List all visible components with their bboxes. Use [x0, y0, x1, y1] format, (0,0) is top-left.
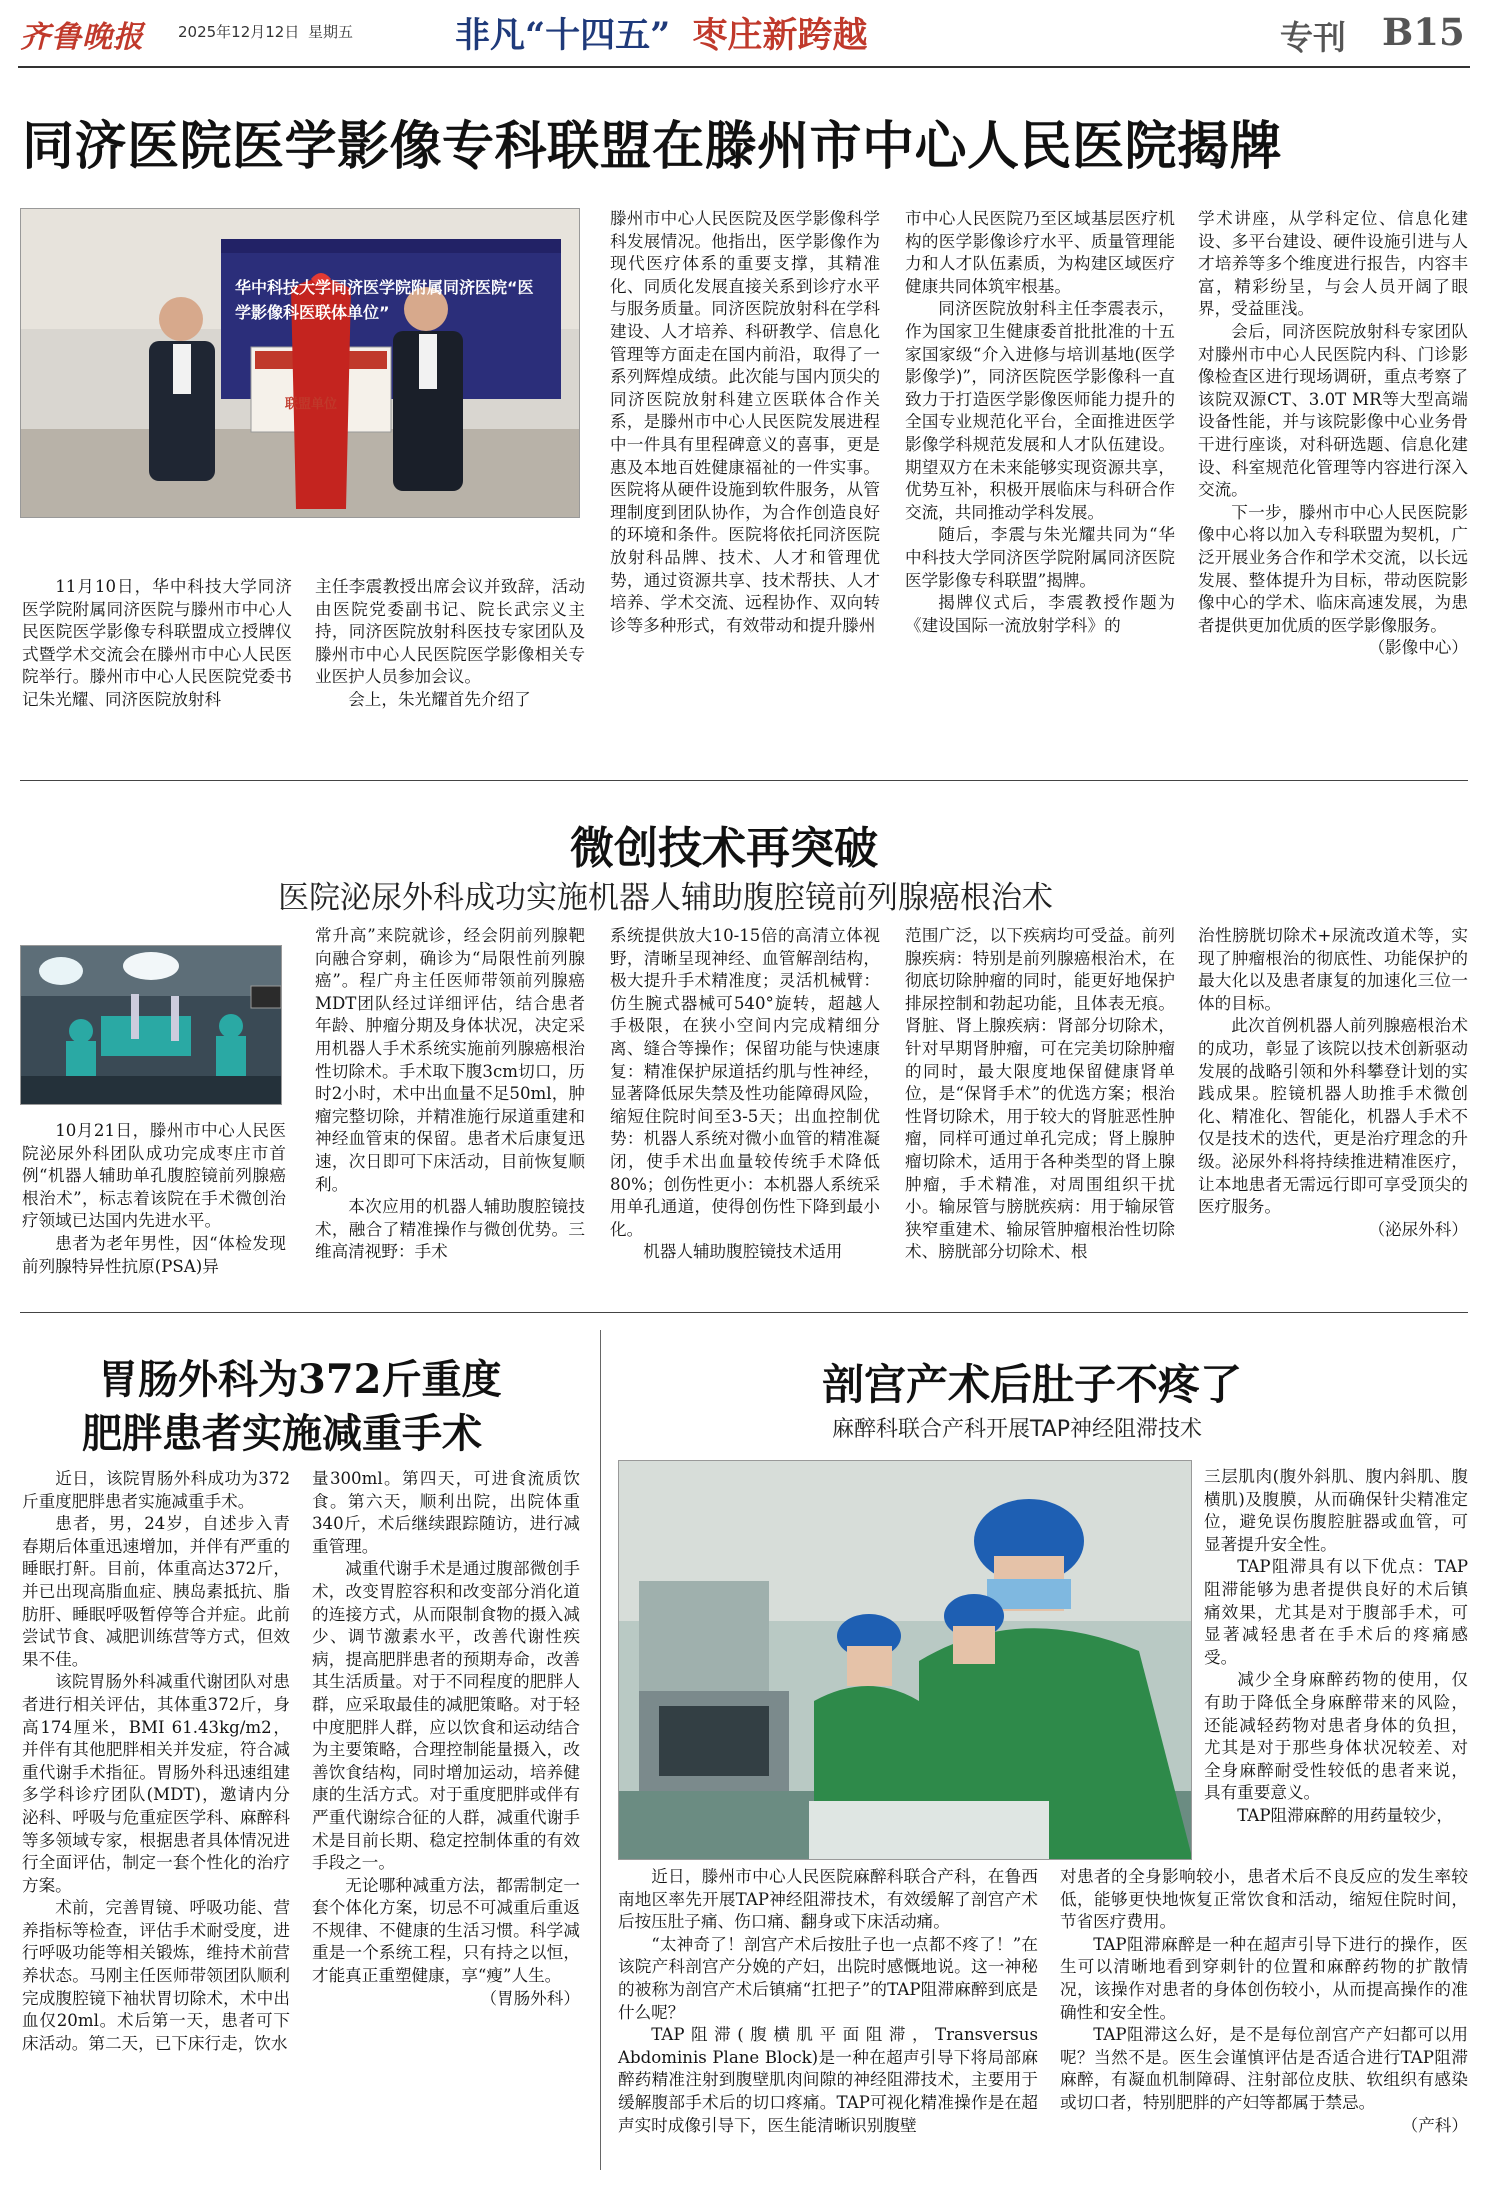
story1-col4: [905, 208, 1175, 637]
anesthesia-photo: [618, 1460, 1192, 1860]
story4-bl-p2: “太神奇了！剖宫产术后按肚子也一点都不疼了！”在该院产科剖宫产分娩的产妇，出院时感慨地说。这一神秘的被称为剖宫产术后镇痛“扛把子”的TAP阻滞麻醉到底是什么呢？: [618, 1934, 1038, 2022]
story2-col3-p2: 机器人辅助腹腔镜技术适用: [643, 1242, 843, 1262]
story1-col2-p1: 主任李震教授出席会议并致辞，活动由医院党委副书记、院长武宗义主持，同济医院放射科医技专家团队及滕州市中心人民医院医学影像相关专业医护人员参加会议。: [315, 577, 585, 687]
story1-col4-p2: 同济医院放射科主任李震表示，作为国家卫生健康委首批批准的十五家国家级“介入进修与培训基地(医学影像学)”，同济医院医学影像科一直致力于打造医学影像医师能力提升的全国专业规范化平台，全面推进医学影像学科规范发展和人才队伍建设。期望双方在未来能够实现资源共享，优势互补，积极开展临床与科研合作交流，共同推动学科发展。: [905, 299, 1175, 522]
story2-col2: [315, 925, 585, 1264]
story4-br-p3: TAP阻滞这么好，是不是每位剖宫产产妇都可以用呢？当然不是。医生会谨慎评估是否适合进行TAP阻滞麻醉，有凝血机制障碍、注射部位皮肤、软组织有感染或切口者，特别肥胖的产妇等都属于禁忌。: [1060, 2025, 1468, 2112]
story3-col2-p1: 量300ml。第四天，可进食流质饮食。第六天，顺利出院，出院体重340斤，术后继续跟踪随访，进行减重管理。: [312, 1469, 580, 1556]
story3-col1-p3: 该院胃肠外科减重代谢团队对患者进行相关评估，其体重372斤，身高174厘米，BMI 61.43kg/m2，并伴有其他肥胖相关并发症，符合减重代谢手术指征。胃肠外科迅速组建多学科诊疗团队(MDT)，邀请内分泌科、呼吸与危重症医学科、麻醉科等多领域专家，根据患者具体情况进行全面评估，制定一套个性化的治疗方案。: [22, 1672, 290, 1895]
story3-col2-p2: 减重代谢手术是通过腹部微创手术，改变胃腔容积和改变部分消化道的连接方式，从而限制食物的摄入减少、调节激素水平，改善代谢性疾病，提高肥胖患者的预期寿命，改善其生活质量。对于不同程度的肥胖人群，应采取最佳的减肥策略。对于轻中度肥胖人群，应以饮食和运动结合为主要策略，合理控制能量摄入，改善饮食结构，同时增加运动，培养健康的生活方式。对于重度肥胖或伴有严重代谢综合征的人群，减重代谢手术是目前长期、稳定控制体重的有效手段之一。: [312, 1559, 580, 1873]
newspaper-logo: 齐鲁晚报: [20, 20, 144, 55]
unveiling-photo: [20, 208, 580, 518]
story2-col5: [1198, 925, 1468, 1241]
story1-col5-p3: 下一步，滕州市中心人民医院影像中心将以加入专科联盟为契机，广泛开展业务合作和学术交流，以长远发展、整体提升为目标，带动医院影像中心的学术、临床高速发展，为患者提供更加优质的医学影像服务。: [1198, 502, 1468, 635]
story2-col3: [610, 925, 880, 1264]
story2-col1: [22, 1120, 286, 1278]
story4-bottom-left: [618, 1866, 1038, 2137]
story4-right-p3: 减少全身麻醉药物的使用，仅有助于降低全身麻醉带来的风险，还能减轻药物对患者身体的负担，尤其是对于那些身体状况较差、对全身麻醉耐受性较低的患者来说，具有重要意义。: [1204, 1670, 1468, 1803]
story4-br-p2: TAP阻滞麻醉是一种在超声引导下进行的操作，医生可以清晰地看到穿刺针的位置和麻醉药物的扩散情况，该操作对患者的身体创伤较小，从而提高操作的准确性和安全性。: [1060, 1934, 1468, 2022]
story3-col1-p1: 近日，该院胃肠外科成功为372斤重度肥胖患者实施减重手术。: [22, 1469, 290, 1511]
divider-2: [20, 1312, 1468, 1313]
banner-slogan-a: 非凡“十四五”: [455, 15, 671, 56]
story4-bl-p1: 近日，滕州市中心人民医院麻醉科联合产科，在鲁西南地区率先开展TAP神经阻滞技术，有效缓解了剖宫产术后按压肚子痛、伤口痛、翻身或下床活动痛。: [618, 1867, 1038, 1932]
story2-headline: 微创技术再突破: [570, 823, 878, 874]
story2-signature: （泌尿外科）: [1368, 1219, 1468, 1239]
story3-signature: （胃肠外科）: [480, 1988, 580, 2008]
anesthesia-illustration: [619, 1461, 1192, 1860]
unveiling-photo-illustration: [21, 209, 580, 518]
story3-col1-p4: 术前，完善胃镜、呼吸功能、营养指标等检查，评估手术耐受度，进行呼吸功能等相关锻炼，维持术前营养状态。马刚主任医师带领团队顺利完成腹腔镜下袖状胃切除术，术中出血仅20ml。术后第一天，患者可下床活动。第二天，已下床行走，饮水: [22, 1898, 290, 2053]
story1-col1: 11月10日，华中科技大学同济医学院附属同济医院与滕州市中心人民医院医学影像专科联盟成立授牌仪式暨学术交流会在滕州市中心人民医院举行。滕州市中心人民医院党委书记朱光耀、同济医院放射科: [22, 577, 292, 709]
masthead-rule: [18, 66, 1470, 68]
story3-col1: [22, 1468, 290, 2055]
issue-weekday: 星期五: [308, 23, 354, 41]
surgery-robot-illustration: [21, 946, 282, 1105]
story3-col2: [312, 1468, 580, 2010]
story2-col1-p2: 患者为老年男性，因“体检发现前列腺特异性抗原(PSA)异: [22, 1233, 286, 1276]
story2-col5-p1: 治性膀胱切除术+尿流改道术等，实现了肿瘤根治的彻底性、功能保护的最大化以及患者康复的加速化三位一体的目标。: [1198, 926, 1468, 1013]
story3-col1-p2: 患者，男，24岁，自述步入青春期后体重迅速增加，并伴有严重的睡眠打鼾。目前，体重高达372斤，并已出现高脂血症、胰岛素抵抗、脂肪肝、睡眠呼吸暂停等合并症。此前尝试节食、减肥训练营等方式，但效果不佳。: [22, 1514, 290, 1669]
story2-col2-p2: 本次应用的机器人辅助腹腔镜技术，融合了精准操作与微创优势。三维高清视野：手术: [315, 1197, 585, 1262]
masthead: [0, 0, 1488, 66]
story4-right-p2: TAP阻滞具有以下优点：TAP阻滞能够为患者提供良好的术后镇痛效果，尤其是对于腹部手术，可显著减轻患者在手术后的疼痛感受。: [1204, 1557, 1468, 1667]
story4-headline: 剖宫产术后肚子不疼了: [822, 1360, 1243, 1409]
story1-headline: 同济医院医学影像专科联盟在滕州市中心人民医院揭牌: [22, 116, 1283, 177]
story4-right-p1: 三层肌肉(腹外斜肌、腹内斜肌、腹横肌)及腹膜，从而确保针尖精准定位，避免误伤腹腔脏器或血管，可显著提升安全性。: [1204, 1467, 1468, 1554]
surgery-robot-photo: [20, 945, 282, 1105]
story1-col4-p1: 市中心人民医院乃至区域基层医疗机构的医学影像诊疗水平、质量管理能力和人才队伍素质，为构建区域医疗健康共同体筑牢根基。: [905, 209, 1175, 296]
photo-banner-text: 华中科技大学同济医学院附属同济医院“医学影像科医联体单位”: [235, 278, 534, 322]
vertical-divider: [600, 1330, 601, 2170]
story1-col4-p3: 随后，李震与朱光耀共同为“华中科技大学同济医学院附属同济医院医学影像专科联盟”揭牌。: [905, 525, 1175, 590]
story2-subhead: 医院泌尿外科成功实施机器人辅助腹腔镜前列腺癌根治术: [278, 880, 1053, 916]
story1-col3: 滕州市中心人民医院及医学影像科学科发展情况。他指出，医学影像作为现代医疗体系的重要支撑，其精准化、同质化发展直接关系到诊疗水平与服务质量。同济医院放射科在学科建设、人才培养、科研教学、信息化管理等方面走在国内前沿，取得了一系列辉煌成绩。此次能与国内顶尖的同济医院放射科建立医联体合作关系，是滕州市中心人民医院发展进程中一件具有里程碑意义的喜事，更是惠及本地百姓健康福祉的一件实事。医院将从硬件设施到软件服务，从管理制度到团队协作，为合作创造良好的环境和条件。医院将依托同济医院放射科品牌、技术、人才和管理优势，通过资源共享、技术帮扶、人才培养、学术交流、远程协作、双向转诊等多种形式，有效带动和提升滕州: [610, 209, 880, 635]
banner-slogan: [455, 8, 867, 58]
story4-right-col: [1204, 1466, 1468, 1828]
story2-col1-p1: 10月21日，滕州市中心人民医院泌尿外科团队成功完成枣庄市首例“机器人辅助单孔腹腔镜前列腺癌根治术”，标志着该院在手术微创治疗领域已达国内先进水平。: [22, 1121, 286, 1231]
story4-signature: （产科）: [1401, 2115, 1468, 2135]
plaque-text: 联盟单位: [285, 397, 338, 412]
story4-bottom-right: [1060, 1866, 1468, 2137]
story4-subhead: 麻醉科联合产科开展TAP神经阻滞技术: [832, 1417, 1203, 1442]
story1-col5: [1198, 208, 1468, 660]
story4-br-p1: 对患者的全身影响较小，患者术后不良反应的发生率较低，能够更快地恢复正常饮食和活动，缩短住院时间，节省医疗费用。: [1060, 1867, 1468, 1932]
story4-bl-p3: TAP阻滞(腹横肌平面阻滞，Transversus Abdominis Plane Block)是一种在超声引导下将局部麻醉药精准注射到腹壁肌肉间隙的神经阻滞技术，主要用于缓解腹部手术后的切口疼痛。TAP可视化精准操作是在超声实时成像引导下，医生能清晰识别腹壁: [618, 2025, 1038, 2135]
story3-headline-line1: 胃肠外科为372斤重度: [98, 1356, 502, 1403]
story2-col3-p1: 系统提供放大10-15倍的高清立体视野，清晰呈现神经、血管解剖结构，极大提升手术精准度；灵活机械臂：仿生腕式器械可540°旋转，超越人手极限，在狭小空间内完成精细分离、缝合等操作；保留功能与快速康复：精准保护尿道括约肌与性神经，显著降低尿失禁及性功能障碍风险，缩短住院时间至3-5天；出血控制优势：机器人系统对微小血管的精准凝闭，使手术出血量较传统手术降低80%；创伤性更小：本机器人系统采用单孔通道，使得创伤性下降到最小化。: [610, 926, 880, 1239]
story3-headline-line2: 肥胖患者实施减重手术: [82, 1410, 482, 1457]
story1-col5-p2: 会后，同济医院放射科专家团队对滕州市中心人民医院内科、门诊影像检查区进行现场调研，重点考察了该院双源CT、3.0T MR等大型高端设备性能，并与该院影像中心业务骨干进行座谈，对科研选题、信息化建设、科室规范化管理等内容进行深入交流。: [1198, 321, 1468, 500]
issue-date: 2025年12月12日: [178, 23, 300, 41]
divider-1: [20, 780, 1468, 781]
story2-col4: 范围广泛，以下疾病均可受益。前列腺疾病：特别是前列腺癌根治术，在彻底切除肿瘤的同时，能更好地保护排尿控制和勃起功能，且体表无痕。肾脏、肾上腺疾病：肾部分切除术，针对早期肾肿瘤，可在完美切除肿瘤的同时，最大限度地保留健康肾单位，是“保肾手术”的优选方案；根治性肾切除术，用于较大的肾脏恶性肿瘤，同样可通过单孔完成；肾上腺肿瘤切除术，适用于各种类型的肾上腺肿瘤，手术精准，对周围组织干扰小。输尿管与膀胱疾病：用于输尿管狭窄重建术、输尿管肿瘤根治性切除术、膀胱部分切除术、根: [905, 926, 1175, 1262]
story2-col5-p2: 此次首例机器人前列腺癌根治术的成功，彰显了该院以技术创新驱动发展的战略引领和外科攀登计划的实践成果。腔镜机器人助推手术微创化、精准化、智能化，机器人手术不仅是技术的迭代，更是治疗理念的升级。泌尿外科将持续推进精准医疗，让本地患者无需远行即可享受顶尖的医疗服务。: [1198, 1016, 1468, 1217]
story1-col5-p1: 学术讲座，从学科定位、信息化建设、多平台建设、硬件设施引进与人才培养等多个维度进行报告，内容丰富，精彩纷呈，与会人员开阔了眼界，受益匪浅。: [1198, 209, 1468, 319]
section-label: 专刊: [1280, 18, 1346, 57]
story3-col2-p3: 无论哪种减重方法，都需制定一套个体化方案，切忌不可减重后重返不规律、不健康的生活习惯。科学减重是一个系统工程，只有持之以恒，才能真正重塑健康，享“瘦”人生。: [312, 1875, 580, 1986]
story2-col2-p1: 常升高”来院就诊，经会阴前列腺靶向融合穿刺，确诊为“局限性前列腺癌”。程广舟主任医师带领前列腺癌MDT团队经过详细评估，结合患者年龄、肿瘤分期及身体状况，决定采用机器人手术系统实施前列腺癌根治性切除术。手术取下腹3cm切口，历时2小时，术中出血量不足50ml，肿瘤完整切除，并精准施行尿道重建和神经血管束的保留。患者术后康复迅速，次日即可下床活动，目前恢复顺利。: [315, 926, 585, 1194]
story1-signature: （影像中心）: [1368, 638, 1468, 658]
story1-col2: [315, 576, 585, 712]
page-number: B15: [1382, 10, 1465, 54]
story1-col2-p2: 会上，朱光耀首先介绍了: [348, 689, 531, 709]
story4-right-p4: TAP阻滞麻醉的用药量较少，: [1237, 1805, 1454, 1825]
story1-col4-p4: 揭牌仪式后，李震教授作题为《建设国际一流放射学科》的: [905, 593, 1175, 635]
banner-slogan-b: 枣庄新跨越: [692, 15, 868, 56]
